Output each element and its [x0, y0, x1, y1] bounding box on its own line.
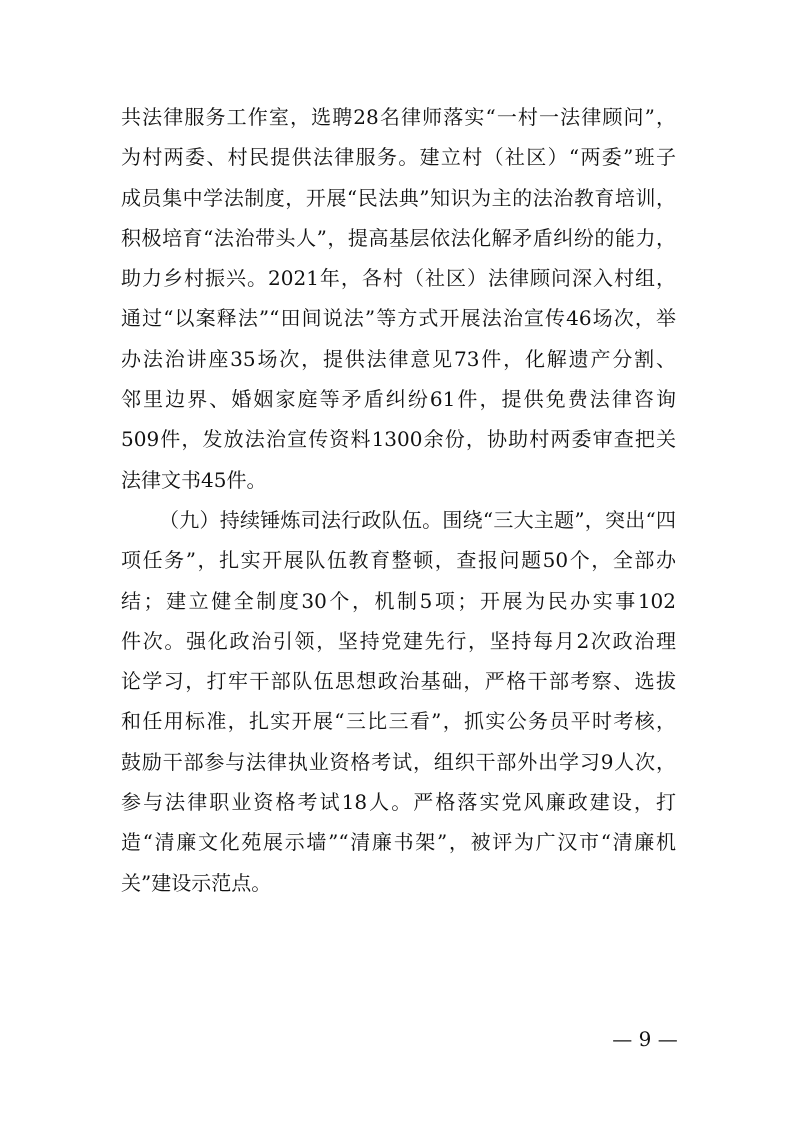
- text-line: 509件，发放法治宣传资料1300余份，协助村两委审查把关: [121, 427, 676, 452]
- body-text: [121, 97, 676, 903]
- text-line: 法律文书45件。: [121, 467, 267, 492]
- text-line: 参与法律职业资格考试18人。严格落实党风廉政建设，打: [121, 790, 676, 815]
- text-line: 助力乡村振兴。2021年，各村（社区）法律顾问深入村组，: [121, 266, 676, 291]
- text-line: 邻里边界、婚姻家庭等矛盾纠纷61件，提供免费法律咨询: [121, 387, 676, 412]
- text-line: 鼓励干部参与法律执业资格考试，组织干部外出学习9人次，: [121, 749, 676, 774]
- text-line: 造“清廉文化苑展示墙”“清廉书架”，被评为广汉市“清廉机: [121, 830, 676, 855]
- paragraph: [121, 500, 676, 903]
- text-line: 论学习，打牢干部队伍思想政治基础，严格干部考察、选拔: [121, 669, 676, 694]
- text-line: 成员集中学法制度，开展“民法典”知识为主的法治教育培训，: [121, 185, 676, 210]
- text-line: 关”建设示范点。: [121, 870, 272, 895]
- text-line: 项任务”，扎实开展队伍教育整顿，查报问题50个，全部办: [121, 548, 676, 573]
- text-line: 办法治讲座35场次，提供法律意见73件，化解遗产分割、: [121, 346, 676, 371]
- text-line: 积极培育“法治带头人”，提高基层依法化解矛盾纠纷的能力，: [121, 225, 676, 250]
- text-line: 共法律服务工作室，选聘28名律师落实“一村一法律顾问”，: [121, 105, 676, 129]
- text-line: 结；建立健全制度30个，机制5项；开展为民办实事102: [121, 588, 676, 613]
- section-heading-line: （九）持续锤炼司法行政队伍。围绕“三大主题”，突出“四: [159, 507, 676, 532]
- text-line: 为村两委、村民提供法律服务。建立村（社区）“两委”班子: [121, 145, 676, 170]
- text-line: 和任用标准，扎实开展“三比三看”，抓实公务员平时考核，: [121, 709, 676, 734]
- text-line: 通过“以案释法”“田间说法”等方式开展法治宣传46场次，举: [121, 306, 676, 331]
- text-line: 件次。强化政治引领，坚持党建先行，坚持每月2次政治理: [121, 628, 676, 653]
- paragraph: [121, 97, 676, 500]
- page-number: — 9 —: [612, 1027, 678, 1051]
